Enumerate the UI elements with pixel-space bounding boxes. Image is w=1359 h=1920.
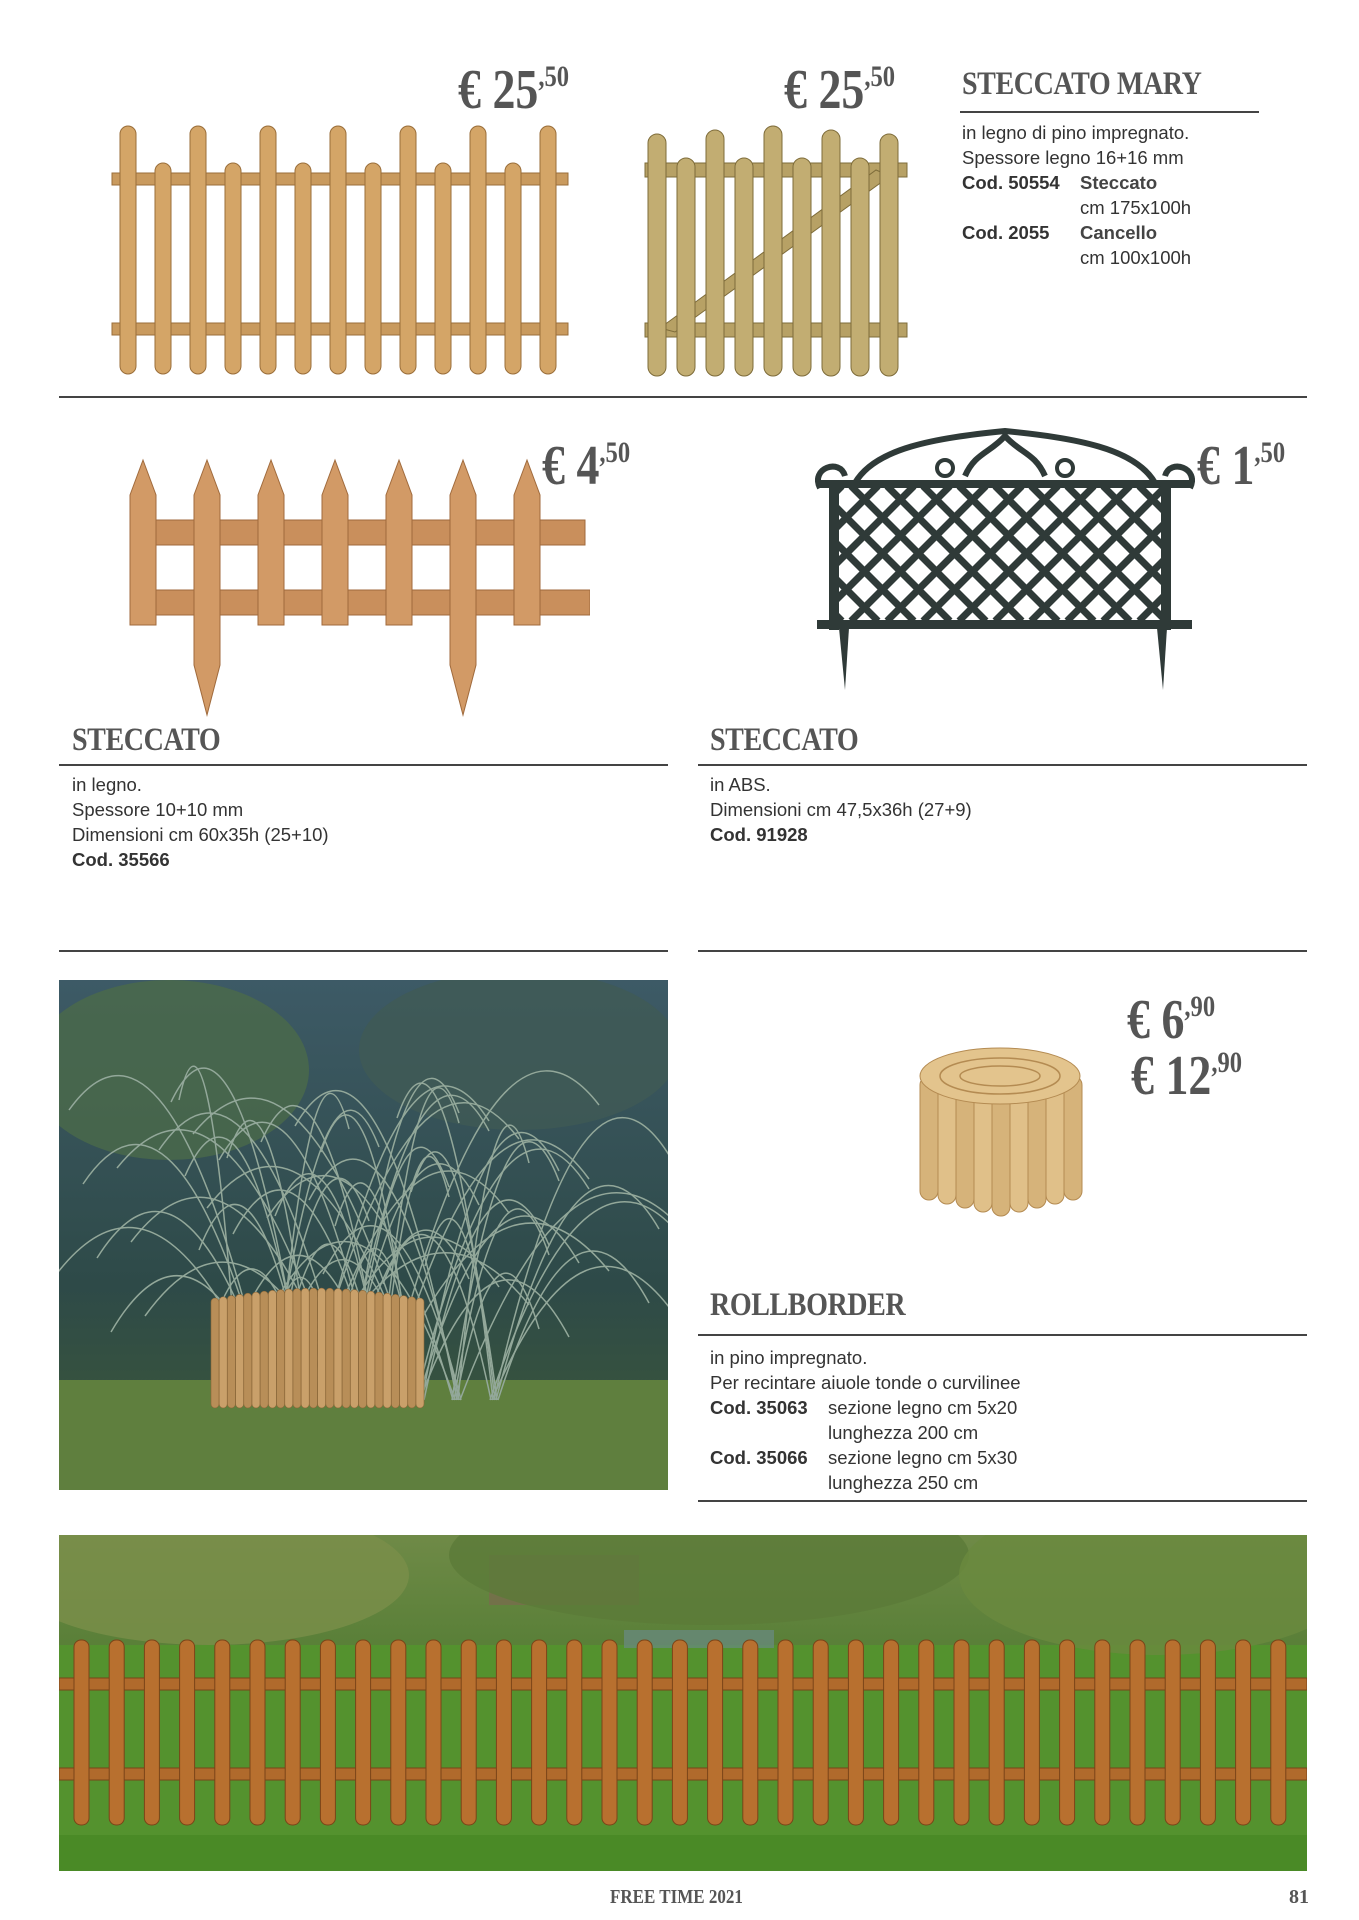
desc-line: in pino impregnato. xyxy=(710,1347,868,1368)
section-divider xyxy=(698,1500,1307,1502)
price-main: € 4 xyxy=(542,435,600,497)
garden-fence-banner-photo xyxy=(59,1535,1307,1871)
price-main: € 25 xyxy=(458,59,539,121)
code-size: cm 175x100h xyxy=(1080,197,1192,218)
rollborder-garden-photo xyxy=(59,980,668,1490)
code-size-row xyxy=(962,195,1262,220)
product-title-rollborder: ROLLBORDER xyxy=(710,1287,906,1323)
product-desc-rollborder xyxy=(710,1345,1290,1495)
price-cents: ,50 xyxy=(1254,436,1286,469)
price-steccato-abs xyxy=(1197,434,1285,498)
code-detail: lunghezza 250 cm xyxy=(828,1472,979,1493)
code: Cod. 50554 xyxy=(962,172,1060,193)
title-rule xyxy=(960,111,1259,113)
section-divider xyxy=(59,396,1307,398)
footer-title: FREE TIME 2021 xyxy=(610,1886,743,1908)
code-row xyxy=(962,220,1262,245)
code: Cod. 35066 xyxy=(710,1447,808,1468)
code-detail: sezione legno cm 5x30 xyxy=(828,1447,1018,1468)
wood-picket-fence-image xyxy=(125,455,590,720)
price-cents: ,50 xyxy=(599,436,631,469)
product-desc-mary xyxy=(962,120,1262,270)
title-rule xyxy=(59,764,668,766)
code-row xyxy=(962,170,1262,195)
code: Cod. 35063 xyxy=(710,1397,808,1418)
section-divider xyxy=(59,950,668,952)
price-cents: ,50 xyxy=(864,60,896,93)
product-desc-steccato-legno xyxy=(72,772,329,872)
abs-lattice-fence-image xyxy=(815,428,1195,698)
rollborder-product-image xyxy=(915,1040,1085,1240)
code-detail: lunghezza 200 cm xyxy=(828,1422,979,1443)
product-title-steccato-abs: STECCATO xyxy=(710,722,859,758)
price-mary-gate xyxy=(784,58,895,122)
price-mary-fence xyxy=(458,58,569,122)
product-title-steccato-legno: STECCATO xyxy=(72,722,221,758)
product-title-mary: STECCATO MARY xyxy=(962,66,1202,102)
price-main: € 1 xyxy=(1197,435,1255,497)
mary-gate-image xyxy=(640,118,910,380)
mary-fence-image xyxy=(110,118,570,380)
price-main: € 6 xyxy=(1127,989,1185,1051)
price-steccato-legno xyxy=(542,434,630,498)
desc-line: Dimensioni cm 47,5x36h (27+9) xyxy=(710,799,972,820)
desc-line: Spessore 10+10 mm xyxy=(72,799,244,820)
price-rollborder-1 xyxy=(1127,988,1215,1052)
code-name: Cancello xyxy=(1080,222,1158,243)
section-divider xyxy=(698,950,1307,952)
code-row xyxy=(710,1395,1290,1420)
desc-line: Spessore legno 16+16 mm xyxy=(962,147,1184,168)
code-size: cm 100x100h xyxy=(1080,247,1192,268)
code: Cod. 35566 xyxy=(72,849,170,870)
desc-line: in ABS. xyxy=(710,774,771,795)
price-cents: ,50 xyxy=(538,60,570,93)
code: Cod. 91928 xyxy=(710,824,808,845)
code-name: Steccato xyxy=(1080,172,1158,193)
price-cents: ,90 xyxy=(1184,990,1216,1023)
price-main: € 12 xyxy=(1131,1045,1212,1107)
code-detail: sezione legno cm 5x20 xyxy=(828,1397,1018,1418)
code: Cod. 2055 xyxy=(962,222,1050,243)
desc-line: Per recintare aiuole tonde o curvilinee xyxy=(710,1372,1021,1393)
title-rule xyxy=(698,764,1307,766)
desc-line: in legno. xyxy=(72,774,142,795)
code-row xyxy=(710,1445,1290,1470)
code-size-row xyxy=(962,245,1262,270)
price-cents: ,90 xyxy=(1211,1046,1243,1079)
price-rollborder-2 xyxy=(1131,1044,1242,1108)
code-row xyxy=(710,1470,1290,1495)
product-desc-steccato-abs xyxy=(710,772,972,847)
page-number: 81 xyxy=(1289,1886,1309,1908)
price-main: € 25 xyxy=(784,59,865,121)
title-rule xyxy=(698,1334,1307,1336)
desc-line: in legno di pino impregnato. xyxy=(962,122,1190,143)
code-row xyxy=(710,1420,1290,1445)
desc-line: Dimensioni cm 60x35h (25+10) xyxy=(72,824,329,845)
